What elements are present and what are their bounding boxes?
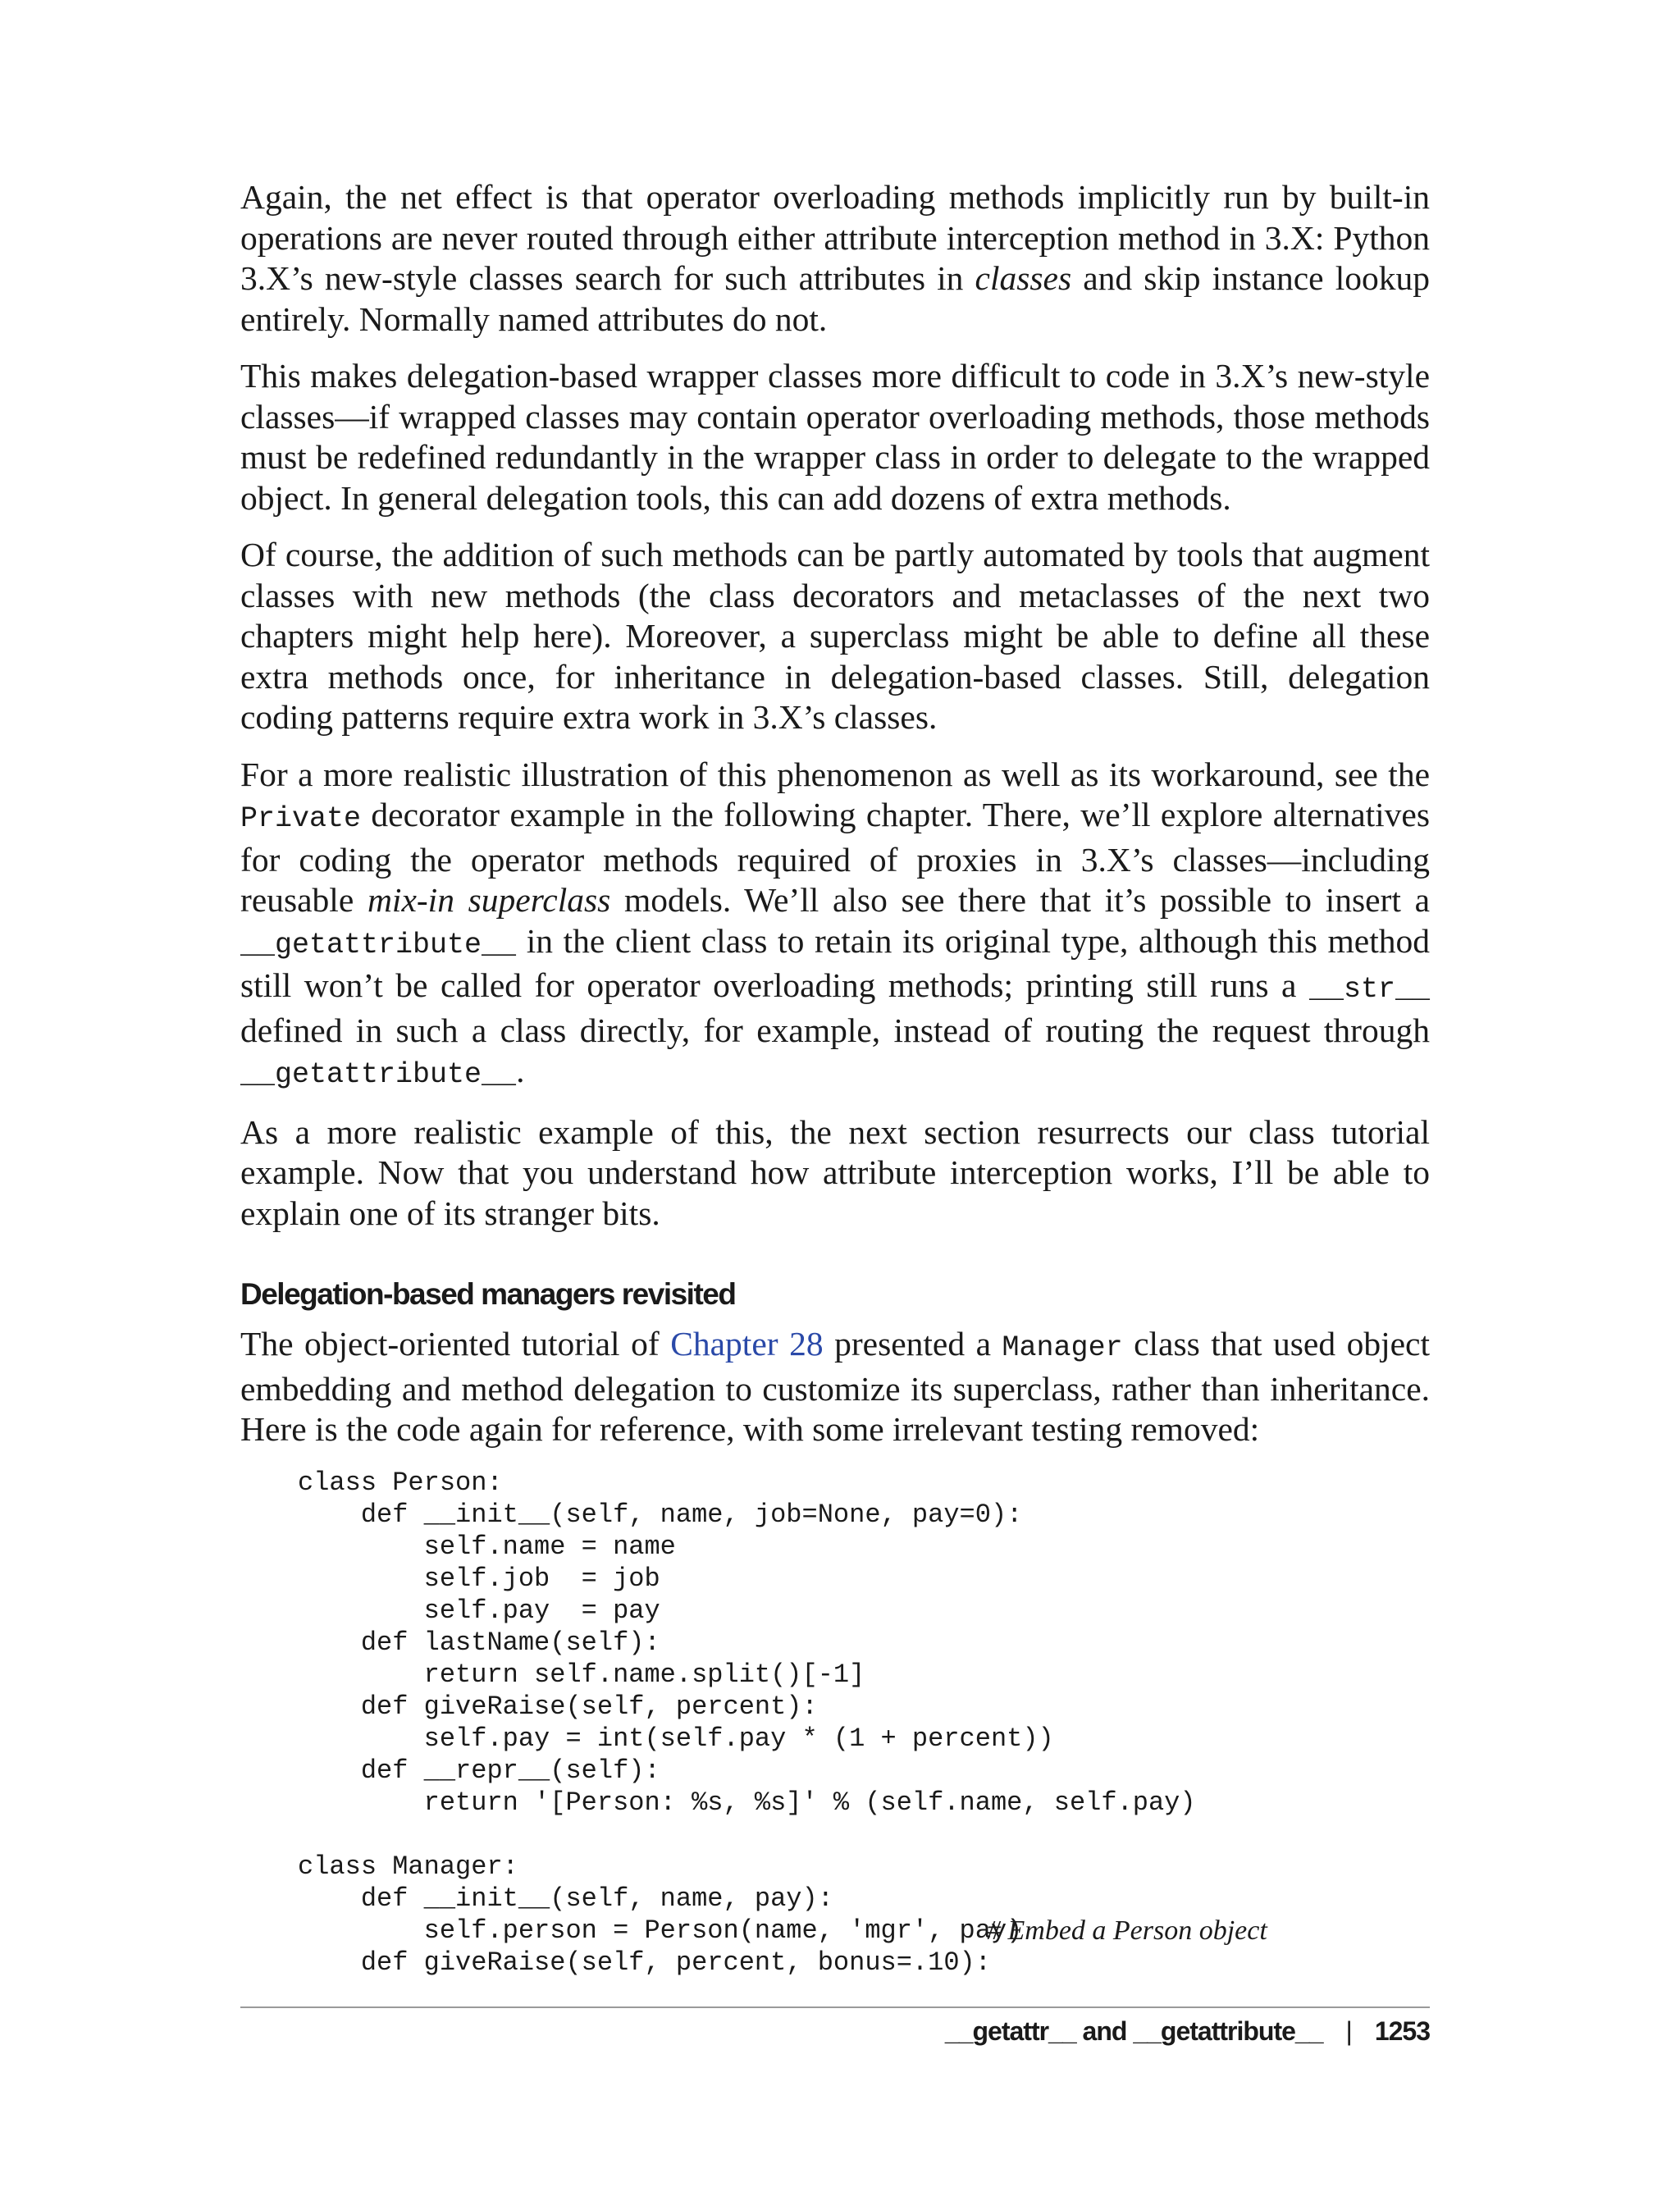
code-line: self.pay = pay bbox=[298, 1595, 660, 1626]
text-run: For a more realistic illustration of this phenomenon as well as its workaround, see the bbox=[240, 755, 1430, 793]
text-run: class that used object embedding and method delegation to customize its superclass, rather than inheritance. Here is the code again for reference, with some irrelevant testing removed: bbox=[240, 1325, 1430, 1448]
text-run: and skip instance lookup entirely. Normally named attributes do not. bbox=[240, 259, 1430, 338]
running-head: __getattr__ and __getattribute__ bbox=[944, 2016, 1323, 2046]
text-run: Again, the net effect is that operator overloading methods implicitly run by built-in operations are never routed through either attribute interception method in 3.X: Python 3.X’s new-style classes search for such attributes in bbox=[240, 178, 1430, 297]
code-line: def giveRaise(self, percent): bbox=[298, 1691, 818, 1722]
code-line: def __init__(self, name, job=None, pay=0): bbox=[298, 1499, 1023, 1530]
section-title: Delegation-based managers revisited bbox=[240, 1277, 736, 1311]
text-run: The object-oriented tutorial of bbox=[240, 1325, 671, 1363]
paragraph-3: Of course, the addition of such methods can be partly automated by tools that augment classes with new methods (the class decorators and metaclasses of the next two chapters might help here). Moreover, a superclass might be able to define all these extra methods once, for inheritance in delegation-based classes. Still, delegation coding patterns require extra work in 3.X’s classes. bbox=[240, 536, 1430, 736]
text-run: defined in such a class directly, for example, instead of routing the request through bbox=[240, 1011, 1430, 1049]
text-run: models. We’ll also see there that it’s possible to insert a bbox=[610, 881, 1430, 919]
paragraph-4 bbox=[240, 755, 1430, 1096]
code-line-with-comment bbox=[298, 1915, 1430, 1947]
code-line: self.pay = int(self.pay * (1 + percent)) bbox=[298, 1723, 1054, 1754]
code-line: class Person: bbox=[298, 1467, 503, 1498]
code-comment: # Embed a Person object bbox=[987, 1915, 1267, 1946]
emphasis: mix-in superclass bbox=[367, 881, 611, 919]
code-line bbox=[298, 1819, 1430, 1851]
code-line: def __repr__(self): bbox=[298, 1755, 660, 1786]
text-run: . bbox=[516, 1052, 525, 1089]
paragraph-1 bbox=[240, 177, 1430, 340]
code-line: self.job = job bbox=[298, 1563, 660, 1594]
emphasis: classes bbox=[975, 259, 1072, 297]
page-footer bbox=[945, 2016, 1430, 2047]
text-run: presented a bbox=[823, 1325, 1002, 1363]
page-number: 1253 bbox=[1374, 2016, 1430, 2046]
chapter-link[interactable]: Chapter 28 bbox=[670, 1325, 824, 1363]
code-line: return '[Person: %s, %s]' % (self.name, self.pay) bbox=[298, 1787, 1196, 1818]
footer-separator: | bbox=[1345, 2016, 1352, 2046]
page-body bbox=[240, 177, 1430, 1979]
text-run: in the client class to retain its original type, although this method still won’t be called for operator overloading methods; printing still runs a bbox=[240, 921, 1430, 1004]
inline-code: __str__ bbox=[1308, 973, 1430, 1006]
code-line: self.name = name bbox=[298, 1531, 676, 1562]
text-run: decorator example in the following chapter. There, we’ll explore alternatives for coding the operator methods required of proxies in 3.X’s classes—including reusable bbox=[240, 796, 1430, 919]
code-line: return self.name.split()[-1] bbox=[298, 1659, 865, 1690]
code-block bbox=[298, 1467, 1430, 1979]
code-text: self.person = Person(name, 'mgr', pay) bbox=[298, 1915, 1023, 1946]
inline-code: __getattribute__ bbox=[240, 928, 517, 961]
inline-code: __getattribute__ bbox=[240, 1058, 517, 1091]
code-line: def giveRaise(self, percent, bonus=.10): bbox=[298, 1947, 991, 1978]
code-line: class Manager: bbox=[298, 1851, 518, 1882]
paragraph-5: As a more realistic example of this, the next section resurrects our class tutorial example. Now that you understand how attribute interception works, I’ll be able to explain one of its stranger bits. bbox=[240, 1112, 1430, 1232]
code-line: def __init__(self, name, pay): bbox=[298, 1883, 833, 1914]
code-line: def lastName(self): bbox=[298, 1627, 660, 1658]
inline-code: Private bbox=[240, 802, 362, 835]
paragraph-6 bbox=[240, 1324, 1430, 1450]
footer-rule bbox=[240, 2006, 1430, 2008]
paragraph-2: This makes delegation-based wrapper classes more difficult to code in 3.X’s new-style classes—if wrapped classes may contain operator overloading methods, those methods must be redefined redundantly in the wrapper class in order to delegate to the wrapped object. In general delegation tools, this can add dozens of extra methods. bbox=[240, 357, 1430, 517]
inline-code: Manager bbox=[1002, 1331, 1123, 1364]
